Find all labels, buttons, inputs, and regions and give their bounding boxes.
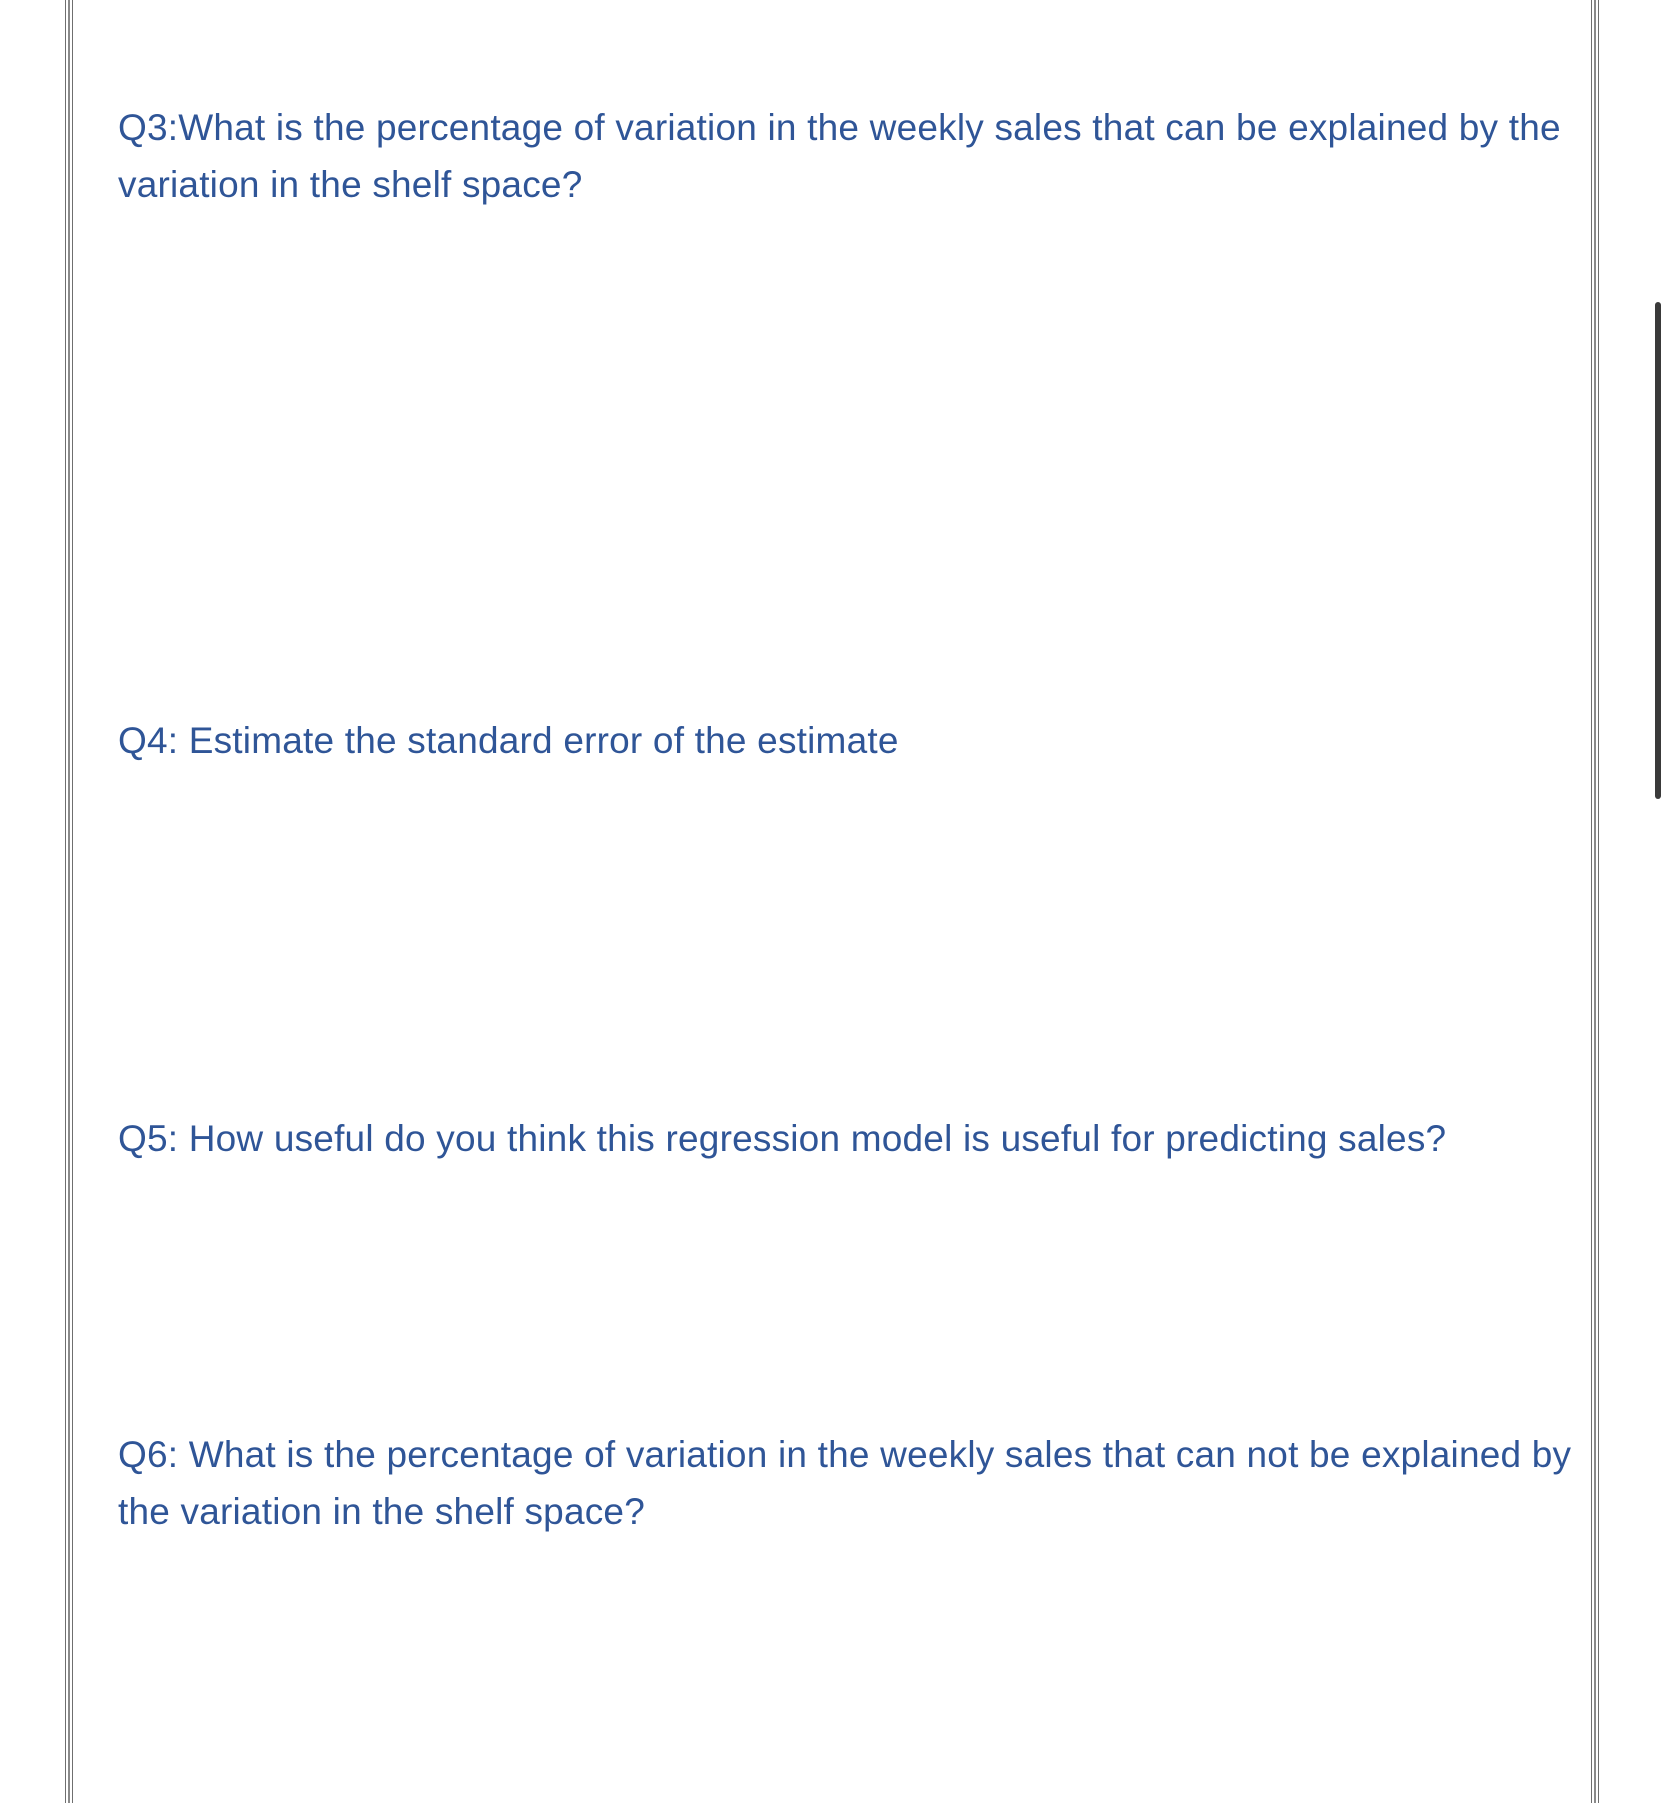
page-right-border [1591,0,1599,1803]
page-left-border [65,0,73,1803]
question-q3: Q3:What is the percentage of variation in the weekly sales that can be explained by the variation in the shelf space? [118,107,1561,205]
question-q5: Q5: How useful do you think this regression model is useful for predicting sales? [118,1118,1447,1159]
question-q4: Q4: Estimate the standard error of the estimate [118,720,899,761]
question-q6: Q6: What is the percentage of variation in the weekly sales that can not be explained by the variation in the shelf space? [118,1434,1572,1532]
vertical-scrollbar[interactable] [1655,302,1661,799]
